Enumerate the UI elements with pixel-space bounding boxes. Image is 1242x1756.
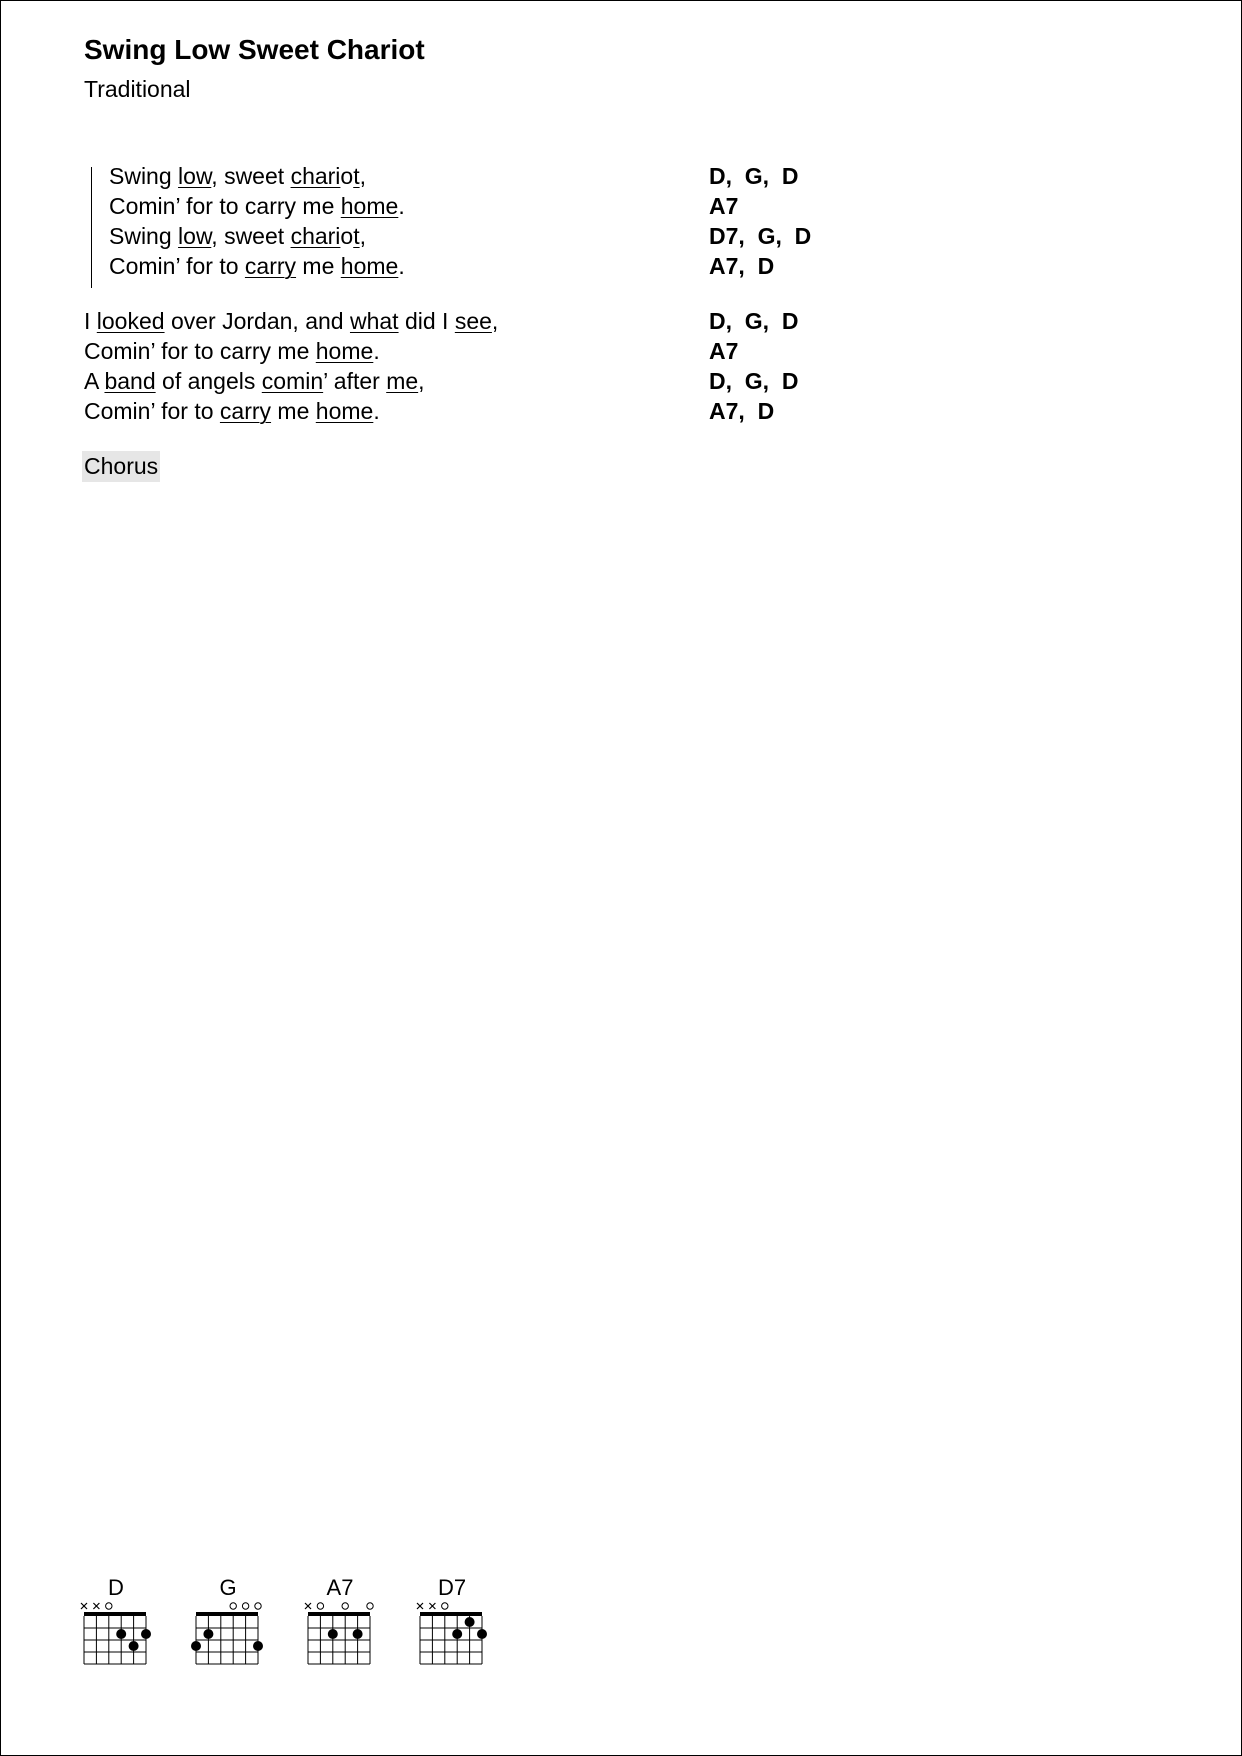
lyric-segment: did I xyxy=(398,308,455,334)
lyric-text xyxy=(109,161,366,191)
chord-progression: A7, D xyxy=(709,398,775,424)
stressed-syllable: t xyxy=(353,163,360,189)
stressed-syllable: what xyxy=(349,308,399,334)
muted-string-marker xyxy=(305,1603,311,1609)
lyric-text xyxy=(84,396,380,426)
lyric-segment: Swing xyxy=(109,223,179,249)
finger-dot xyxy=(328,1629,338,1639)
stressed-syllable: home xyxy=(315,338,374,364)
lyric-segment: , xyxy=(359,223,366,249)
lyric-segment: Swing xyxy=(109,163,179,189)
chord-progression: A7 xyxy=(709,193,739,219)
lyric-segment: I xyxy=(84,308,97,334)
chorus-line xyxy=(0,161,1242,191)
finger-dot xyxy=(253,1641,263,1651)
finger-dot xyxy=(353,1629,363,1639)
stressed-syllable: band xyxy=(104,368,156,394)
stressed-syllable: low xyxy=(178,223,212,249)
stressed-syllable: carry xyxy=(244,253,297,279)
open-string-marker xyxy=(342,1603,348,1609)
lyric-segment: , xyxy=(418,368,425,394)
chord-progression: D, G, D xyxy=(709,308,799,334)
lyric-segment: me xyxy=(271,398,316,424)
muted-string-marker xyxy=(429,1603,435,1609)
chord-progression: A7, D xyxy=(709,253,775,279)
lyric-segment: . xyxy=(373,398,380,424)
lyric-segment: ’ after xyxy=(323,368,387,394)
lyric-segment: . xyxy=(398,253,405,279)
finger-dot xyxy=(452,1629,462,1639)
lyric-text xyxy=(109,221,366,251)
chord-diagram xyxy=(300,1574,380,1674)
stressed-syllable: home xyxy=(340,253,399,279)
finger-dot xyxy=(141,1629,151,1639)
stressed-syllable: low xyxy=(178,163,212,189)
chord-diagram-name: G xyxy=(219,1575,237,1600)
fretboard-grid xyxy=(412,1574,492,1674)
open-string-marker xyxy=(230,1603,236,1609)
chord-progression: D, G, D xyxy=(709,163,799,189)
chord-diagram-name: A7 xyxy=(326,1575,354,1600)
chord-diagram xyxy=(76,1574,156,1674)
stressed-syllable: home xyxy=(340,193,399,219)
lyric-segment: o xyxy=(340,223,354,249)
nut xyxy=(196,1612,258,1616)
stressed-syllable: me xyxy=(386,368,419,394)
lyric-segment: Comin’ for to carry me xyxy=(84,338,316,364)
nut xyxy=(420,1612,482,1616)
finger-dot xyxy=(191,1641,201,1651)
lyric-segment: , xyxy=(359,163,366,189)
lyric-text xyxy=(109,251,405,281)
lyric-text xyxy=(84,366,425,396)
nut xyxy=(308,1612,370,1616)
stressed-syllable: chari xyxy=(290,163,341,189)
finger-dot xyxy=(129,1641,139,1651)
lyric-text xyxy=(84,306,498,336)
stressed-syllable: looked xyxy=(96,308,165,334)
open-string-marker xyxy=(242,1603,248,1609)
stressed-syllable: home xyxy=(315,398,374,424)
muted-string-marker xyxy=(417,1603,423,1609)
open-string-marker xyxy=(106,1603,112,1609)
lyric-segment: A xyxy=(84,368,105,394)
finger-dot xyxy=(203,1629,213,1639)
stressed-syllable: comin xyxy=(261,368,324,394)
lyric-segment: o xyxy=(340,163,354,189)
open-string-marker xyxy=(367,1603,373,1609)
open-string-marker xyxy=(255,1603,261,1609)
chord-diagram xyxy=(412,1574,492,1674)
chorus-reference: Chorus xyxy=(82,451,160,482)
open-string-marker xyxy=(442,1603,448,1609)
chorus-line xyxy=(0,221,1242,251)
lyric-segment: . xyxy=(373,338,380,364)
lyric-segment: . xyxy=(398,193,405,219)
lyric-segment: Comin’ for to xyxy=(109,253,245,279)
chord-progression: D, G, D xyxy=(709,368,799,394)
stressed-syllable: see xyxy=(454,308,492,334)
song-title: Swing Low Sweet Chariot xyxy=(84,34,425,65)
lyric-segment: , xyxy=(491,308,499,334)
lyric-segment: of angels xyxy=(155,368,262,394)
chorus-line xyxy=(0,191,1242,221)
chord-progression: A7 xyxy=(709,338,739,364)
finger-dot xyxy=(465,1617,475,1627)
song-subtitle: Traditional xyxy=(84,76,191,102)
stressed-syllable: chari xyxy=(290,223,341,249)
lyric-segment: Comin’ for to carry me xyxy=(109,193,341,219)
verse-line xyxy=(0,366,1242,396)
lyric-segment: me xyxy=(296,253,341,279)
finger-dot xyxy=(477,1629,487,1639)
fretboard-grid xyxy=(300,1574,380,1674)
muted-string-marker xyxy=(81,1603,87,1609)
chord-diagram-name: D7 xyxy=(437,1575,467,1600)
lyric-segment: , sweet xyxy=(211,163,291,189)
chord-progression: D7, G, D xyxy=(709,223,812,249)
stressed-syllable: t xyxy=(353,223,360,249)
verse-line xyxy=(0,336,1242,366)
open-string-marker xyxy=(317,1603,323,1609)
muted-string-marker xyxy=(93,1603,99,1609)
lyric-segment: Comin’ for to xyxy=(84,398,220,424)
chorus-line xyxy=(0,251,1242,281)
lyric-text xyxy=(109,191,405,221)
lyric-text xyxy=(84,336,380,366)
fretboard-grid xyxy=(188,1574,268,1674)
chord-diagram-name: D xyxy=(108,1575,124,1600)
stressed-syllable: carry xyxy=(219,398,272,424)
fretboard-grid xyxy=(76,1574,156,1674)
finger-dot xyxy=(116,1629,126,1639)
verse-line xyxy=(0,396,1242,426)
verse-line xyxy=(0,306,1242,336)
lyric-segment: over Jordan, and xyxy=(164,308,350,334)
lyric-segment: , sweet xyxy=(211,223,291,249)
chord-diagram xyxy=(188,1574,268,1674)
nut xyxy=(84,1612,146,1616)
